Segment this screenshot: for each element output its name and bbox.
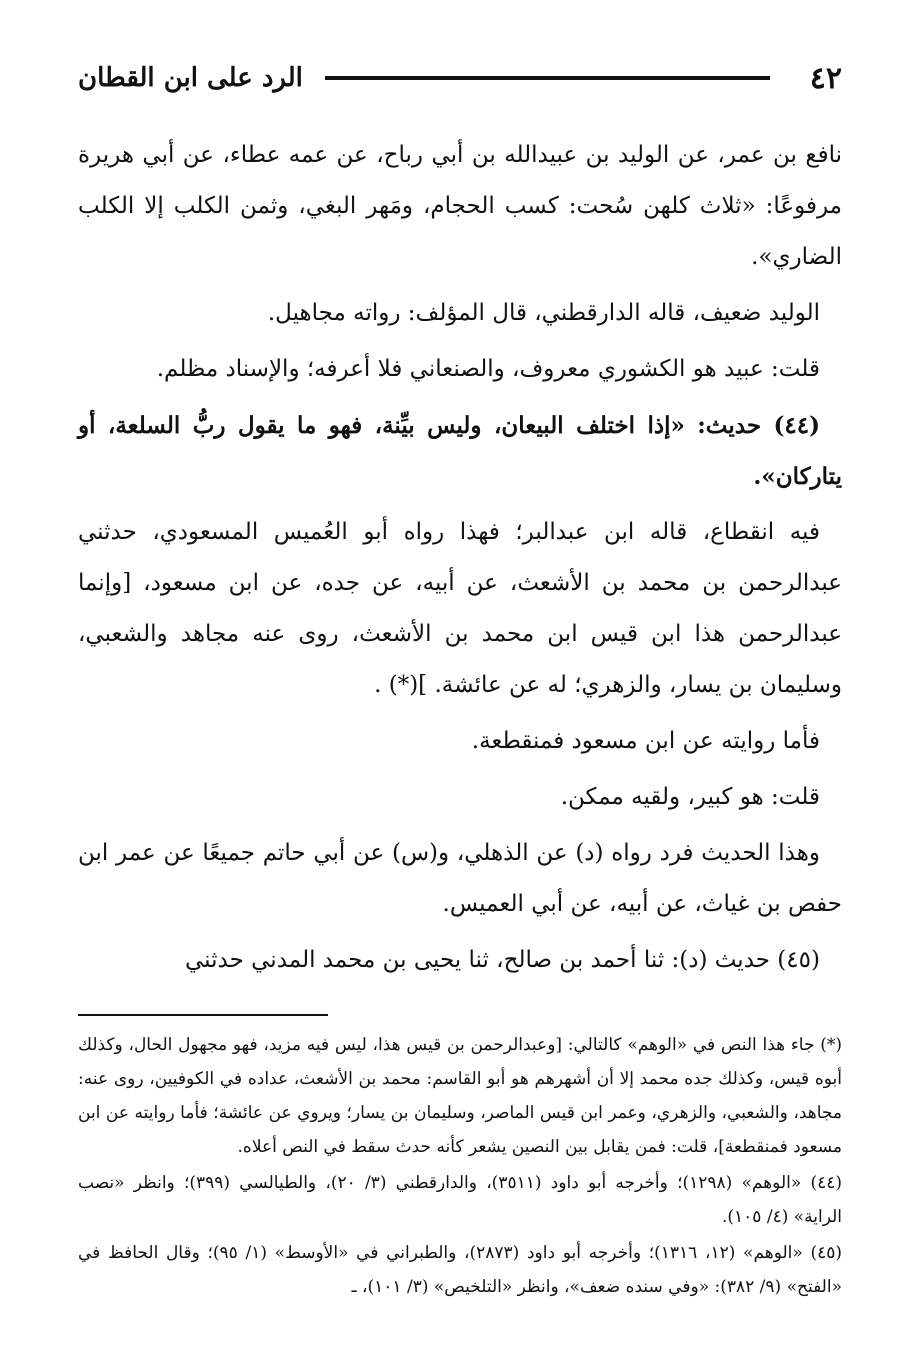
book-page [78,56,842,1306]
main-text [78,130,842,986]
footnote-asterisk: (*) جاء هذا النص في «الوهم» كالتالي: [وعبدالرحمن بن قيس هذا، ليس فيه مزيد، فهو مجهول الحال، وكذلك أبوه قيس، وكذلك جده محمد إلا أن أشهرهم هو أبو القاسم: محمد بن الأشعث، عداده في الكوفيين، روى عنه: مجاهد، والشعبي، والزهري، وعمر ابن قيس الماصر، وسليمان بن يسار؛ ويروي عن عائشة؛ فأما روايته عن ابن مسعود فمنقطعة]، قلت: فمن يقابل بين النصين يشعر كأنه حدث سقط في النص أعلاه. [78,1035,842,1157]
paragraph-6: فأما روايته عن ابن مسعود فمنقطعة. [471,728,820,754]
paragraph-8: وهذا الحديث فرد رواه (د) عن الذهلي، و(س) عن أبي حاتم جميعًا عن عمر ابن حفص بن غياث، عن أبيه، عن أبي العميس. [78,840,842,917]
footnote-45: (٤٥) «الوهم» (١٢، ١٣١٦)؛ وأخرجه أبو داود (٢٨٧٣)، والطبراني في «الأوسط» (١/ ٩٥)؛ وقال الحافظ في «الفتح» (٩/ ٣٨٢): «وفي سنده ضعف»، وانظر «التلخيص» (٣/ ١٠١)، ـ [78,1243,843,1297]
paragraph-7: قلت: هو كبير، ولقيه ممكن. [560,784,820,810]
footnote-44: (٤٤) «الوهم» (١٢٩٨)؛ وأخرجه أبو داود (٣٥١١)، والدارقطني (٣/ ٢٠)، والطيالسي (٣٩٩)؛ وانظر «نصب الراية» (٤/ ١٠٥). [78,1173,842,1227]
page-number: ٤٢ [809,60,842,96]
footnote-separator [78,1014,328,1016]
hadith-44: (٤٤) حديث: «إذا اختلف البيعان، وليس بيِّنة، فهو ما يقول ربُّ السلعة، أو يتاركان». [78,412,842,490]
header-rule [325,76,770,80]
page-header [78,56,842,100]
paragraph-5: فيه انقطاع، قاله ابن عبدالبر؛ فهذا رواه أبو العُميس المسعودي، حدثني عبدالرحمن بن محمد بن الأشعث، عن أبيه، عن جده، عن ابن مسعود، [وإنما عبدالرحمن هذا ابن قيس ابن محمد بن الأشعث، روى عنه مجاهد والشعبي، وسليمان بن يسار، والزهري؛ له عن عائشة. ](*) . [78,519,842,698]
paragraph-2: الوليد ضعيف، قاله الدارقطني، قال المؤلف: رواته مجاهيل. [267,300,820,326]
running-title: الرد على ابن القطان [78,63,303,93]
paragraph-1: نافع بن عمر، عن الوليد بن عبيدالله بن أبي رباح، عن عمه عطاء، عن أبي هريرة مرفوعًا: «ثلاث كلهن سُحت: كسب الحجام، ومَهر البغي، وثمن الكلب إلا الكلب الضاري». [78,142,842,270]
hadith-45: (٤٥) حديث (د): ثنا أحمد بن صالح، ثنا يحيى بن محمد المدني حدثني [185,947,820,973]
footnotes [78,1028,842,1304]
paragraph-3: قلت: عبيد هو الكشوري معروف، والصنعاني فلا أعرفه؛ والإسناد مظلم. [156,356,820,382]
